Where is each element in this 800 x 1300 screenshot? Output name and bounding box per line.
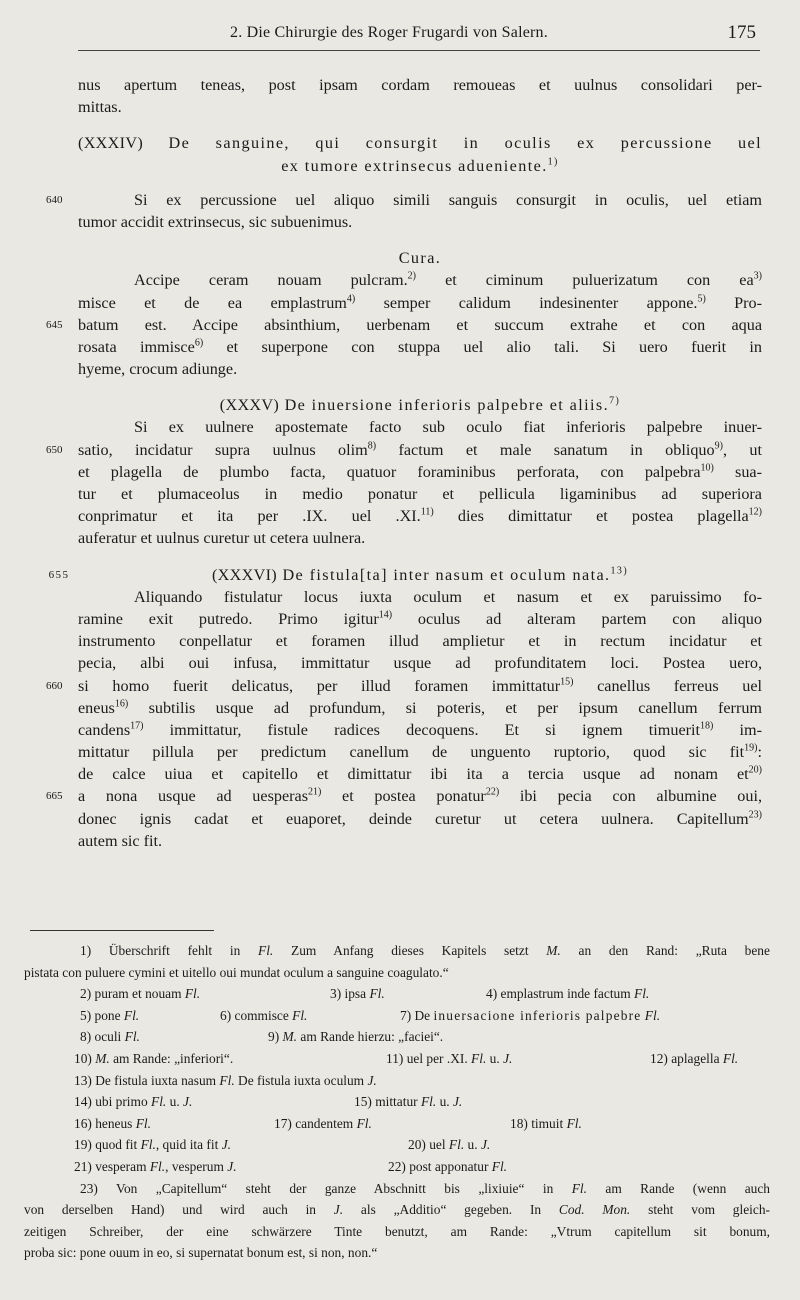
footnote-5: 5) pone Fl. <box>80 1007 140 1023</box>
text-line: ramine exit putredo. Primo igitur$^{14)}$ oculus ad alteram partem con aliquo <box>78 609 762 628</box>
footnote-2: 2) puram et nouam Fl. <box>80 986 201 1002</box>
text-line: instrumento conpellatur et foramen illud amplietur et in rectum incidatur et <box>78 632 762 651</box>
text-line: Si ex uulnere apostemate facto sub oculo fiat inferioris palpebre inuer- <box>134 418 762 437</box>
text-line: candens$^{17)}$ immittatur, fistule radices decoquens. Et si ignem timuerit$^{18)}$ im- <box>78 720 763 739</box>
footnote-7: 7) De inuersacione inferioris palpebre Fl. <box>400 1007 661 1023</box>
line-number: 660 <box>46 679 63 692</box>
footnote-row <box>24 1091 770 1113</box>
text-line: nus apertum teneas, post ipsam cordam remoueas et uulnus consolidari per- <box>78 76 762 94</box>
text-line: hyeme, crocum adiunge. <box>78 360 238 379</box>
text-line: eneus$^{16)}$ subtilis usque ad profundum, si poteris, et per ipsum canellum ferrum <box>78 698 763 717</box>
text-line: 665 a nona usque ad uesperas$^{21)}$ et postea ponatur$^{22)}$ ibi pecia con albumine oui, <box>78 785 762 807</box>
footnote-20: 20) uel Fl. u. J. <box>408 1137 491 1153</box>
text-line: auferatur et uulnus curetur ut cetera uulnera. <box>78 529 366 548</box>
footnote-15: 15) mittatur Fl. u. J. <box>354 1094 463 1110</box>
footnote-21: 21) vesperam Fl., vesperum J. <box>74 1158 237 1174</box>
text-line: et plagella de plumbo facta, quatuor foraminibus perforata, con palpebra$^{10)}$ sua- <box>78 462 762 481</box>
text-line: misce et de ea emplastrum$^{4)}$ semper calidum indesinenter appone.$^{5)}$ Pro- <box>78 293 763 312</box>
footnote-10: 10) M. am Rande: „inferiori“. <box>74 1050 234 1066</box>
text-line: conprimatur et ita per .IX. uel .XI.$^{11)}$ dies dimittatur et postea plagella$^{12)}$ <box>78 506 762 526</box>
text-line: donec ignis cadat et euaporet, deinde curetur ut cetera uulnera. Capitellum$^{23)}$ <box>78 809 762 828</box>
text-line: Accipe ceram nouam pulcram.$^{2)}$ et ciminum puluerizatum con $ea^{3)}$ <box>134 270 763 290</box>
footnote-22: 22) post apponatur Fl. <box>388 1158 508 1174</box>
footnote-6: 6) commisce Fl. <box>220 1007 308 1023</box>
footnote-row <box>24 1113 770 1135</box>
footnote-23: 23) Von „Capitellum“ steht der ganze Abschnitt bis „lixiuie“ in Fl. am Rande (wenn auch <box>80 1180 770 1196</box>
text-line: Aliquando fistulatur locus iuxta oculum et nasum et ex paruissimo fo- <box>134 587 762 606</box>
footnote-row <box>24 1026 770 1048</box>
footnote-12: 12) aplagella Fl. <box>650 1050 739 1066</box>
footnote-row <box>24 1005 770 1027</box>
footnote-row <box>24 983 770 1005</box>
chapter-heading-36: 655 (XXXVI) De fistula[ta] inter nasum et oculum nata.$^{13)}$ <box>78 564 762 586</box>
line-number: 655 <box>48 568 70 581</box>
footnote-1-cont: pistata con puluere cymini et uitello oui mundat oculum a sanguine coagulato.“ <box>24 964 449 980</box>
text-line: autem sic fit. <box>78 831 163 850</box>
footnote-11: 11) uel per .XI. Fl. u. J. <box>386 1050 513 1066</box>
footnote-row <box>24 1048 770 1070</box>
line-number: 640 <box>46 193 63 206</box>
chapter-heading-35: (XXXV) De inuersione inferioris palpebre et aliis.$^{7)}$ <box>219 395 621 415</box>
text-line: pecia, albi oui infusa, immittatur usque ad profunditatem loci. Postea uero, <box>78 654 762 673</box>
footnote-23-cont: proba sic: pone ouum in eo, si supernatat bonum est, si non, non.“ <box>24 1245 378 1261</box>
text-line: de calce uiua et capitello et dimittatur ibi ita a tercia usque ad nonam $et^{20)}$ <box>78 764 762 784</box>
footnote-1: 1) Überschrift fehlt in Fl. Zum Anfang dieses Kapitels setzt M. an den Rand: „Ruta bene <box>80 943 770 958</box>
line-number: 645 <box>46 318 63 331</box>
text-line: tumor accidit extrinsecus, sic subuenimus. <box>78 212 353 231</box>
chapter-heading-34: (XXXIV) De sanguine, qui consurgit in oculis ex percussione uel <box>78 134 762 153</box>
text-line: 660 si homo fuerit delicatus, per illud foramen immittatur$^{15)}$ canellus ferreus uel <box>78 675 762 697</box>
text-line: tur et plumaceolus in medio ponatur et pellicula ligaminibus ad superiora <box>78 485 762 503</box>
footnote-8: 8) oculi Fl. <box>80 1029 140 1045</box>
footnote-23-cont: zeitigen Schreiber, der eine schwärzere Tinte benutzt, am Rande: „Vtrum capitellum sit bonum, <box>24 1223 770 1239</box>
footnote-row <box>24 1156 770 1178</box>
footnote-19: 19) quod fit Fl., quid ita fit J. <box>74 1137 231 1153</box>
text-line: mittas. <box>78 98 122 117</box>
footnote-23-cont: von derselben Hand) und wird auch in J. als „Additio“ gegeben. In Cod. Mon. steht vom gleich- <box>24 1202 770 1218</box>
footnote-4: 4) emplastrum inde factum Fl. <box>486 986 650 1002</box>
footnotes <box>24 940 770 1264</box>
section-heading-cura: Cura. <box>398 249 442 268</box>
footnote-14: 14) ubi primo Fl. u. J. <box>74 1094 193 1110</box>
text-line: 645 batum est. Accipe absinthium, uerbenam et succum extrahe et con aqua <box>78 314 762 336</box>
footnote-18: 18) timuit Fl. <box>510 1115 582 1131</box>
footnote-17: 17) candentem Fl. <box>274 1115 372 1131</box>
footnote-row <box>24 1134 770 1156</box>
line-number: 650 <box>46 443 63 456</box>
footnote-row <box>24 1070 770 1092</box>
text-line: 640 Si ex percussione uel aliquo simili sanguis consurgit in oculis, uel etiam <box>78 189 762 211</box>
footnote-16: 16) heneus Fl. <box>74 1115 151 1131</box>
chapter-heading-34-cont: ex tumore extrinsecus adueniente.$^{1)}$ <box>281 156 559 175</box>
running-head <box>78 20 760 51</box>
footnote-rule <box>30 930 214 931</box>
line-number: 665 <box>46 790 63 803</box>
running-title: 2. Die Chirurgie des Roger Frugardi von Salern. <box>230 24 548 41</box>
text-line: 650 satio, incidatur supra uulnus olim$^{8)}$ factum et male sanatum in obliquo$^{9)}$, ut <box>78 439 762 461</box>
footnote-3: 3) ipsa Fl. <box>330 986 385 1002</box>
page-number: 175 <box>727 22 756 43</box>
text-line: rosata immisce$^{6)}$ et superpone con stuppa uel alio tali. Si uero fuerit in <box>78 337 763 356</box>
main-text <box>46 74 763 852</box>
footnote-13: 13) De fistula iuxta nasum Fl. De fistula iuxta oculum J. <box>74 1072 377 1088</box>
footnote-9: 9) M. am Rande hierzu: „faciei“. <box>268 1029 444 1045</box>
text-line: mittatur pillula per predictum canellum de unguento ruptorio, quod sic fit$^{19)}$: <box>78 742 762 762</box>
